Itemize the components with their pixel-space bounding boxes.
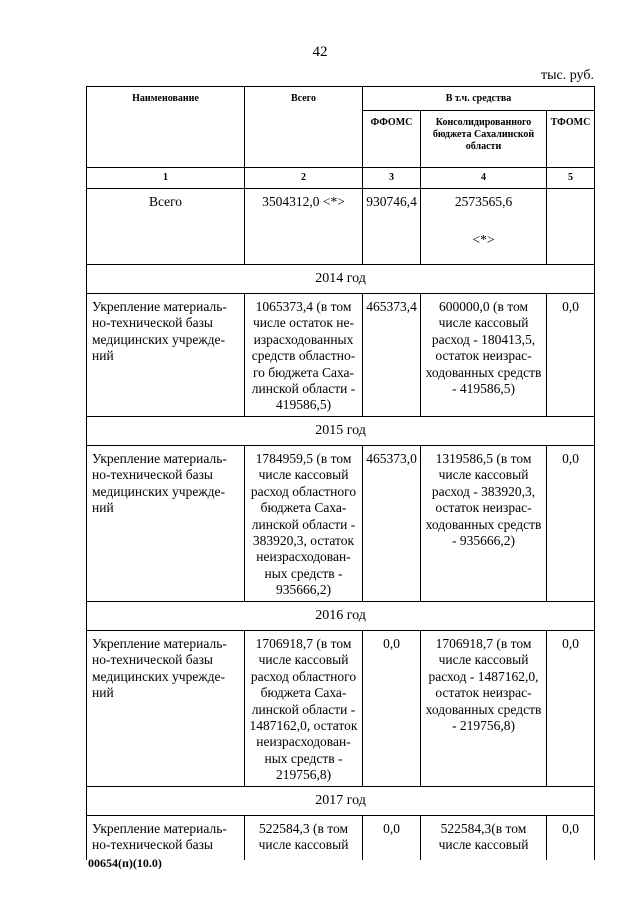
row-total: 1784959,5 (в том числе кассовый расход областного бюджета Саха-линской области - 383920,3, остаток неизрасходован-ных средств - 935666,2) bbox=[245, 446, 363, 602]
total-ffoms: 930746,4 bbox=[363, 189, 421, 265]
header-name: Наименование bbox=[87, 87, 245, 168]
row-tfoms: 0,0 bbox=[547, 816, 595, 860]
header-budget: Консолидированного бюджета Сахалинской области bbox=[421, 111, 547, 168]
total-tfoms bbox=[547, 189, 595, 265]
units-label: тыс. руб. bbox=[541, 68, 594, 83]
table-row bbox=[87, 631, 595, 787]
column-number: 5 bbox=[547, 168, 595, 189]
year-header-2015: 2015 год bbox=[87, 417, 595, 446]
header-including: В т.ч. средства bbox=[363, 87, 595, 111]
row-ffoms: 465373,0 bbox=[363, 446, 421, 602]
footer-code: 00654(п)(10.0) bbox=[88, 856, 162, 870]
row-name: Укрепление материаль-но-технической базы медицинских учрежде-ний bbox=[87, 631, 245, 787]
row-budget: 522584,3(в том числе кассовый bbox=[421, 816, 547, 860]
page-number: 42 bbox=[312, 44, 328, 60]
row-tfoms: 0,0 bbox=[547, 446, 595, 602]
table-row bbox=[87, 816, 595, 860]
row-budget: 1706918,7 (в том числе кассовый расход - 1487162,0, остаток неизрас-ходованных средств - 219756,8) bbox=[421, 631, 547, 787]
column-number: 3 bbox=[363, 168, 421, 189]
total-budget-note: <*> bbox=[472, 232, 495, 248]
year-header-2014: 2014 год bbox=[87, 265, 595, 294]
row-total: 522584,3 (в том числе кассовый bbox=[245, 816, 363, 860]
header-tfoms: ТФОМС bbox=[547, 111, 595, 168]
row-name: Укрепление материаль-но-технической базы медицинских учрежде-ний bbox=[87, 446, 245, 602]
row-total: 1706918,7 (в том числе кассовый расход областного бюджета Саха-линской области - 1487162,0, остаток неизрасходован-ных средств - 219756,8) bbox=[245, 631, 363, 787]
total-value: 3504312,0 <*> bbox=[245, 189, 363, 265]
table-row bbox=[87, 446, 595, 602]
column-number: 2 bbox=[245, 168, 363, 189]
table-row-total bbox=[87, 189, 595, 265]
row-budget: 1319586,5 (в том числе кассовый расход - 383920,3, остаток неизрас-ходованных средств - 935666,2) bbox=[421, 446, 547, 602]
total-budget-cell bbox=[421, 189, 547, 265]
row-tfoms: 0,0 bbox=[547, 294, 595, 417]
row-name: Укрепление материаль-но-технической базы bbox=[87, 816, 245, 860]
row-total: 1065373,4 (в том числе остаток не-израсходованных средств областно-го бюджета Саха-линской области - 419586,5) bbox=[245, 294, 363, 417]
row-ffoms: 465373,4 bbox=[363, 294, 421, 417]
column-number: 4 bbox=[421, 168, 547, 189]
column-number: 1 bbox=[87, 168, 245, 189]
row-name: Укрепление материаль-но-технической базы медицинских учрежде-ний bbox=[87, 294, 245, 417]
total-budget: 2573565,6 bbox=[454, 194, 513, 209]
header-ffoms: ФФОМС bbox=[363, 111, 421, 168]
total-label: Всего bbox=[87, 189, 245, 265]
header-total: Всего bbox=[245, 87, 363, 168]
row-ffoms: 0,0 bbox=[363, 816, 421, 860]
table-row bbox=[87, 294, 595, 417]
row-tfoms: 0,0 bbox=[547, 631, 595, 787]
funding-table bbox=[86, 86, 595, 860]
row-budget: 600000,0 (в том числе кассовый расход - 180413,5, остаток неизрас-ходованных средств - 419586,5) bbox=[421, 294, 547, 417]
row-ffoms: 0,0 bbox=[363, 631, 421, 787]
year-header-2016: 2016 год bbox=[87, 602, 595, 631]
year-header-2017: 2017 год bbox=[87, 787, 595, 816]
